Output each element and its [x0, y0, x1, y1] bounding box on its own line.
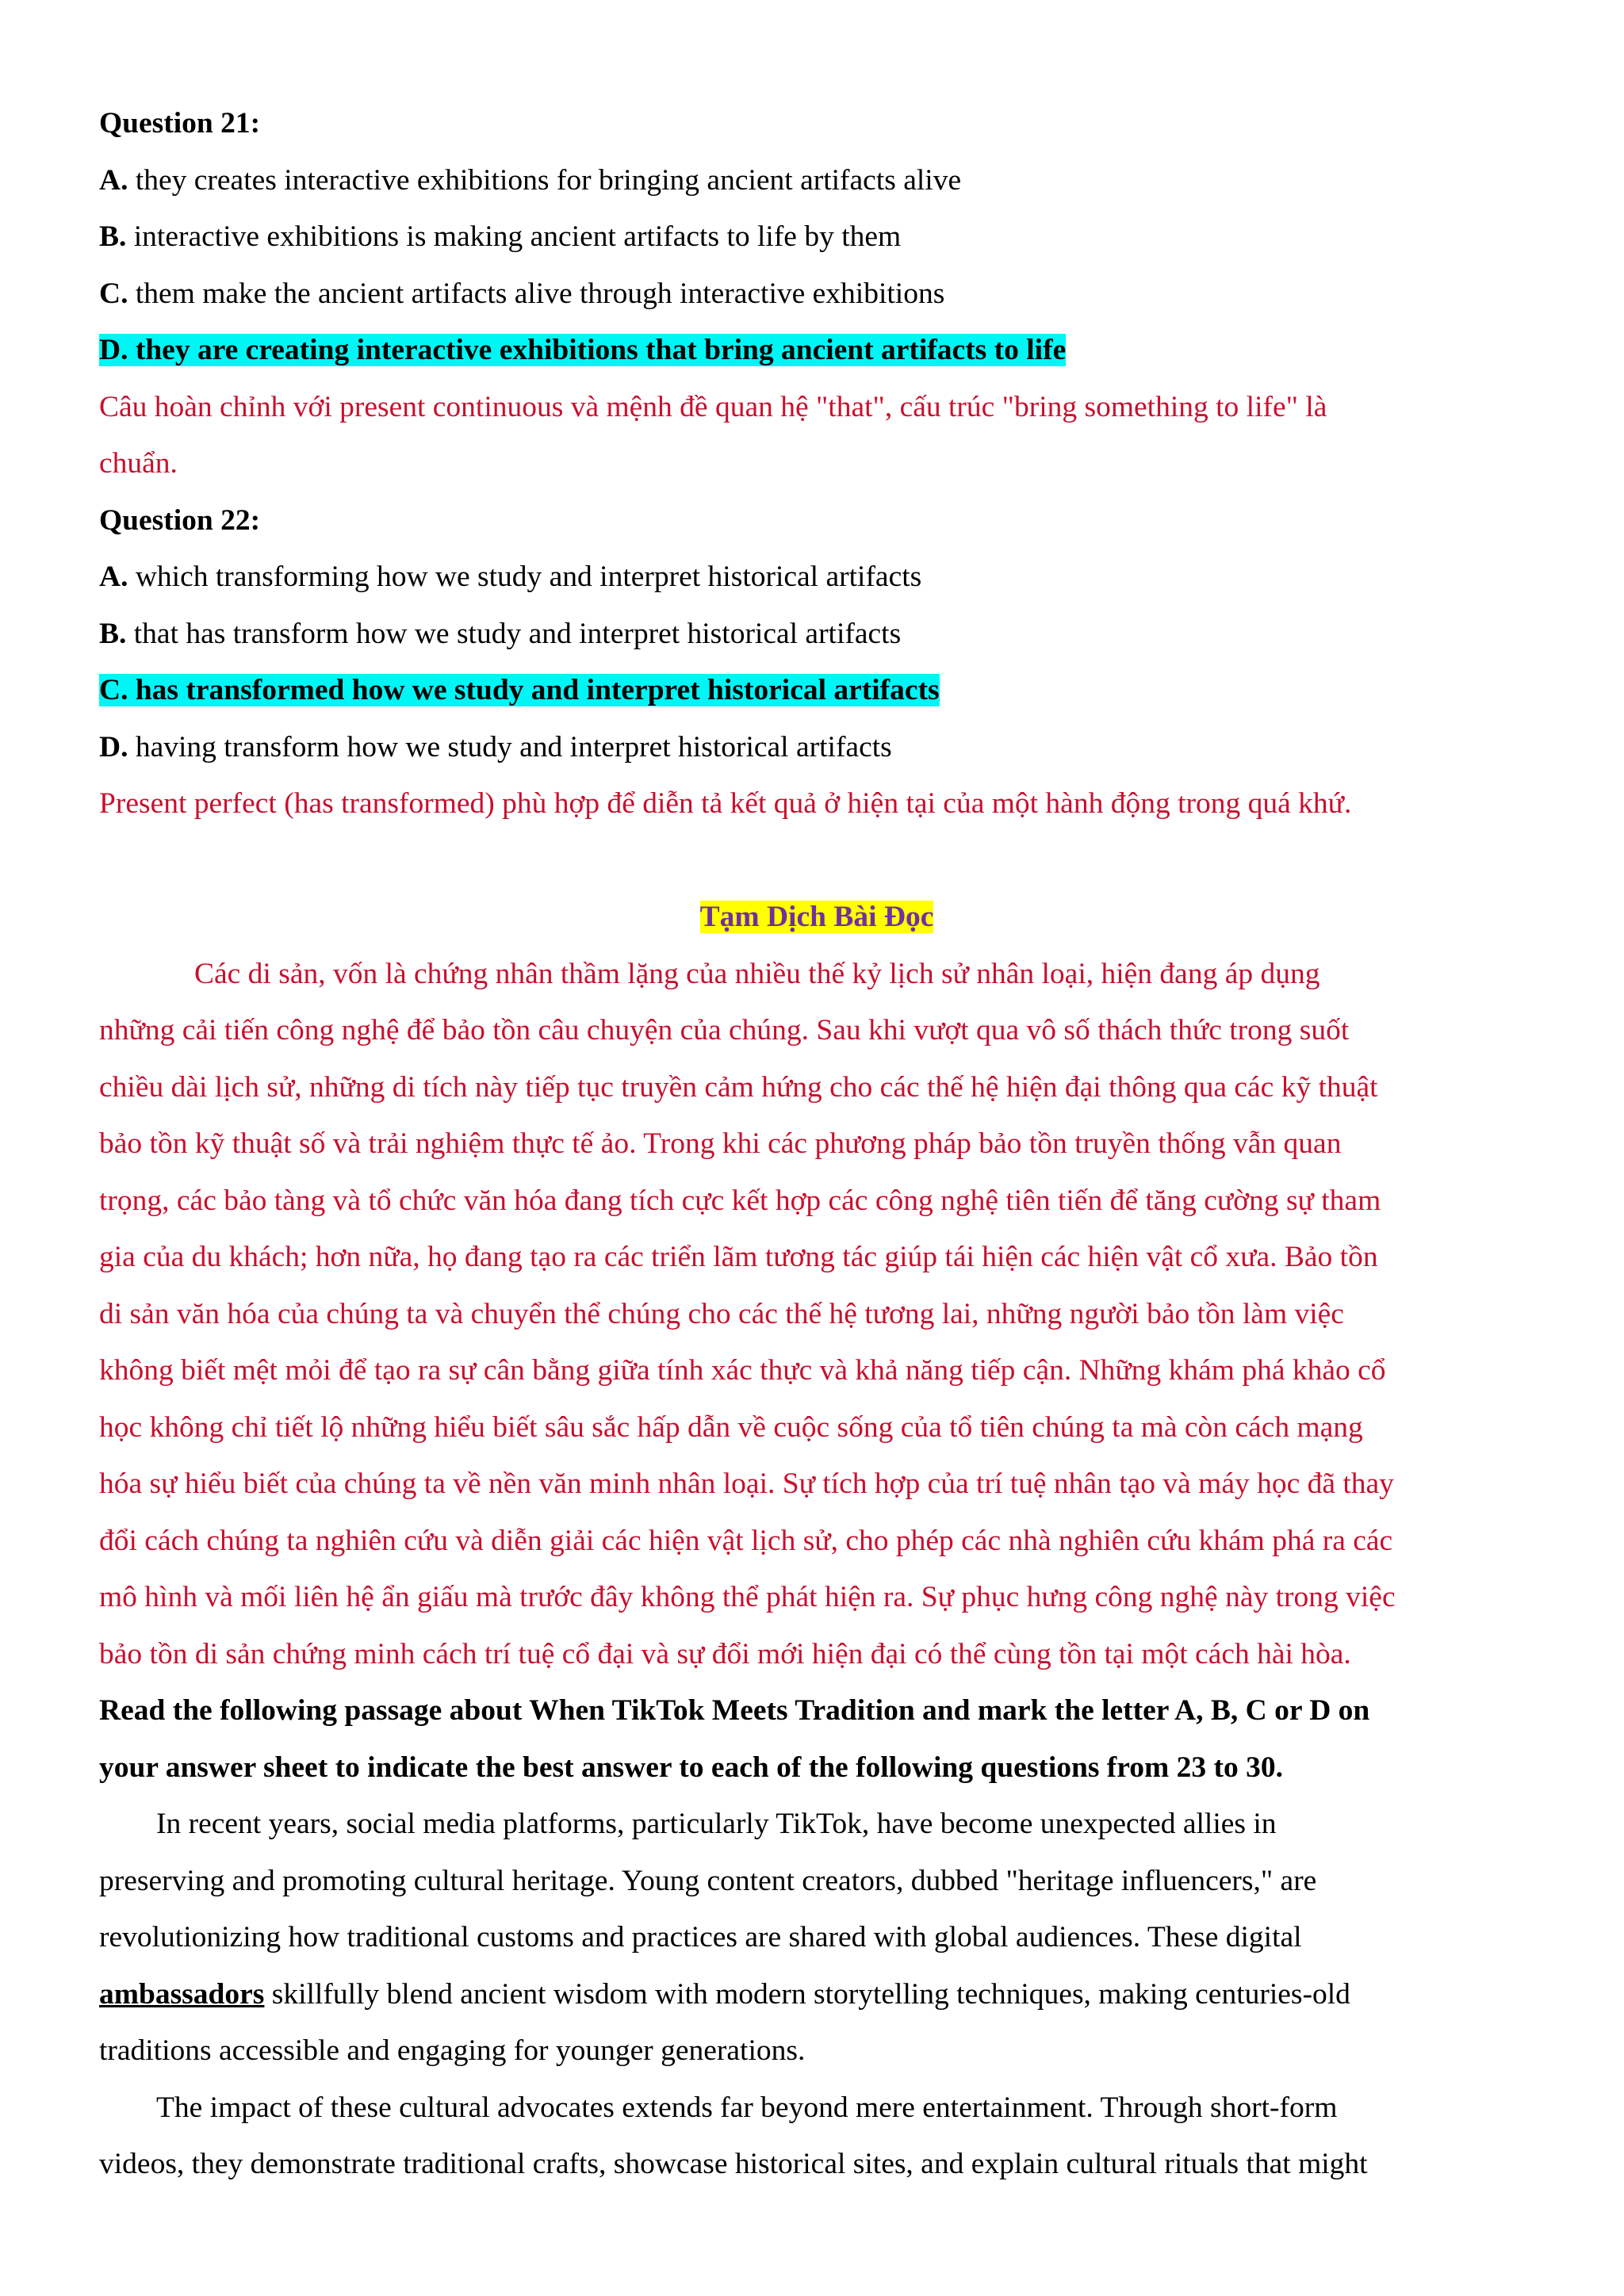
translation-line: chiều dài lịch sử, những di tích này tiếp tục truyền cảm hứng cho các thế hệ hiện đại thông qua các kỹ thuật — [99, 1070, 1378, 1104]
passage-text: skillfully blend ancient wisdom with modern storytelling techniques, making centuries-old — [264, 1977, 1350, 2011]
question-22-title: Question 22: — [99, 503, 261, 537]
passage-line: traditions accessible and engaging for younger generations. — [99, 2034, 806, 2067]
option-letter: A. — [99, 561, 128, 593]
translation-line: di sản văn hóa của chúng ta và chuyển thể chúng cho các thế hệ tương lai, những người bảo tồn làm việc — [99, 1297, 1344, 1330]
passage-line: preserving and promoting cultural heritage. Young content creators, dubbed "heritage influencers," are — [99, 1864, 1317, 1897]
question-21-option-b — [99, 209, 1534, 266]
question-21-explanation-line-1: Câu hoàn chỉnh với present continuous và mệnh đề quan hệ "that", cấu trúc "bring something to life" là — [99, 390, 1327, 423]
question-21-option-d — [99, 322, 1534, 379]
option-text: which transforming how we study and interpret historical artifacts — [128, 561, 922, 593]
option-letter: C. — [99, 277, 128, 310]
option-letter: B. — [99, 617, 127, 650]
translation-line: bảo tồn kỹ thuật số và trải nghiệm thực tế ảo. Trong khi các phương pháp bảo tồn truyền thống vẫn quan — [99, 1127, 1342, 1160]
passage-line: In recent years, social media platforms, particularly TikTok, have become unexpected allies in — [156, 1808, 1277, 1840]
question-22-explanation: Present perfect (has transformed) phù hợp để diễn tả kết quả ở hiện tại của một hành động trong quá khứ. — [99, 787, 1352, 820]
question-22-option-c — [99, 662, 1534, 719]
instruction-line-2: your answer sheet to indicate the best answer to each of the following questions from 23 to 30. — [99, 1751, 1283, 1784]
document-page — [99, 95, 1534, 2193]
question-22-option-a — [99, 549, 1534, 606]
passage-line: videos, they demonstrate traditional crafts, showcase historical sites, and explain cultural rituals that might — [99, 2148, 1368, 2180]
translation-line: trọng, các bảo tàng và tổ chức văn hóa đang tích cực kết hợp các công nghệ tiên tiến để tăng cường sự tham — [99, 1184, 1381, 1217]
option-text: that has transform how we study and interpret historical artifacts — [126, 617, 902, 650]
translation-line: học không chỉ tiết lộ những hiểu biết sâu sắc hấp dẫn về cuộc sống của tổ tiên chúng ta mà còn cách mạng — [99, 1410, 1363, 1444]
question-21-option-c — [99, 266, 1534, 323]
translation-line: không biết mệt mỏi để tạo ra sự cân bằng giữa tính xác thực và khả năng tiếp cận. Những khám phá khảo cổ — [99, 1354, 1386, 1387]
option-text: having transform how we study and interpret historical artifacts — [128, 730, 892, 763]
passage-line: revolutionizing how traditional customs and practices are shared with global audiences. These digital — [99, 1921, 1302, 1954]
translation-heading: Tạm Dịch Bài Đọc — [699, 901, 934, 933]
translation-line: bảo tồn di sản chứng minh cách trí tuệ cổ đại và sự đổi mới hiện đại có thể cùng tồn tại một cách hài hòa. — [99, 1637, 1351, 1670]
option-text: they creates interactive exhibitions for bringing ancient artifacts alive — [128, 163, 962, 197]
correct-answer-highlight: C. has transformed how we study and interpret historical artifacts — [99, 674, 940, 706]
translation-line: đổi cách chúng ta nghiên cứu và diễn giải các hiện vật lịch sử, cho phép các nhà nghiên cứu khám phá ra các — [99, 1524, 1393, 1557]
option-letter: A. — [99, 163, 128, 197]
option-text: interactive exhibitions is making ancient artifacts to life by them — [126, 220, 902, 253]
translation-line: mô hình và mối liên hệ ẩn giấu mà trước đây không thể phát hiện ra. Sự phục hưng công nghệ này trong việc — [99, 1581, 1396, 1613]
question-22-option-d — [99, 719, 1534, 776]
question-21-explanation-line-2: chuẩn. — [99, 447, 178, 480]
option-text: them make the ancient artifacts alive through interactive exhibitions — [128, 277, 945, 310]
question-21-title: Question 21: — [99, 107, 261, 140]
blank-line — [99, 832, 1534, 890]
option-letter: B. — [99, 220, 127, 253]
translation-line: hóa sự hiểu biết của chúng ta về nền văn minh nhân loại. Sự tích hợp của trí tuệ nhân tạo và máy học đã thay — [99, 1468, 1394, 1500]
translation-heading-row — [99, 889, 1534, 946]
question-22-option-b — [99, 606, 1534, 663]
passage-line — [99, 1966, 1534, 2023]
underlined-keyword: ambassadors — [99, 1977, 265, 2011]
instruction-line-1: Read the following passage about When TikTok Meets Tradition and mark the letter A, B, C or D on — [99, 1694, 1370, 1727]
translation-line: những cải tiến công nghệ để bảo tồn câu chuyện của chúng. Sau khi vượt qua vô số thách thức trong suốt — [99, 1014, 1350, 1047]
translation-line: gia của du khách; hơn nữa, họ đang tạo ra các triển lãm tương tác giúp tái hiện các hiện vật cổ xưa. Bảo tồn — [99, 1241, 1378, 1273]
option-letter: D. — [99, 730, 128, 763]
translation-line: Các di sản, vốn là chứng nhân thầm lặng của nhiều thế kỷ lịch sử nhân loại, hiện đang áp dụng — [194, 957, 1320, 990]
question-21-option-a — [99, 152, 1534, 209]
correct-answer-highlight: D. they are creating interactive exhibitions that bring ancient artifacts to life — [99, 334, 1067, 366]
passage-line: The impact of these cultural advocates extends far beyond mere entertainment. Through short-form — [156, 2091, 1338, 2124]
